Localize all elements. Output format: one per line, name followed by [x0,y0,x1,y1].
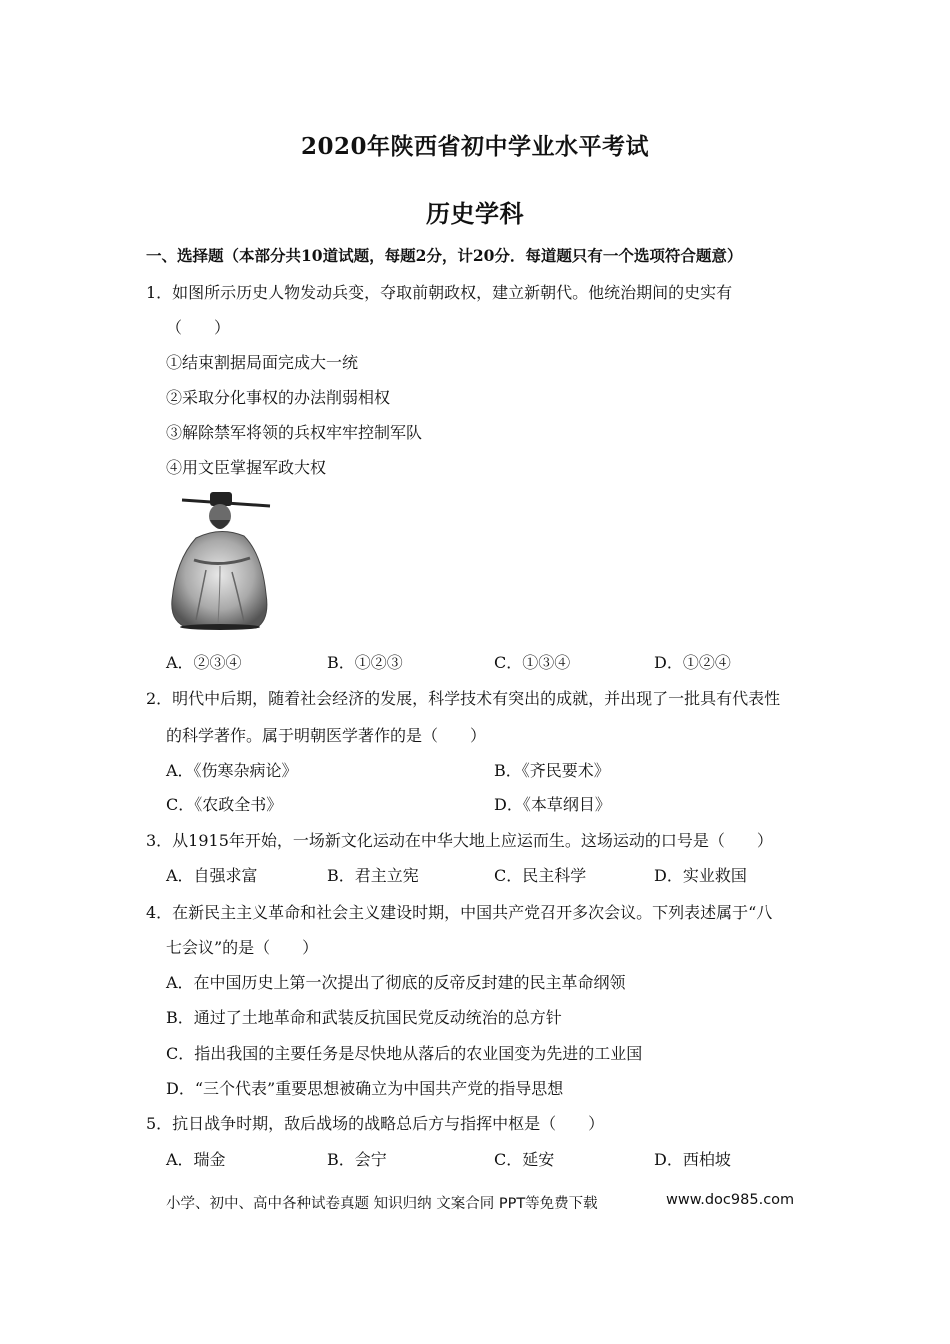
q5-option-c: C．延安 [494,1150,555,1169]
q5-option-b: B．会宁 [327,1150,387,1169]
q5-stem: 5．抗日战争时期，敌后战场的战略总后方与指挥中枢是（ ） [146,1114,605,1133]
q1-item-2: ②采取分化事权的办法削弱相权 [166,388,391,407]
q1-option-b: B．①②③ [327,653,403,672]
q1-option-d: D．①②④ [654,653,731,672]
q3-option-d: D．实业救国 [654,866,747,885]
q1-option-a: A．②③④ [166,653,242,672]
q1-item-1: ①结束割据局面完成大一统 [166,353,359,372]
q2-option-b: B．《齐民要术》 [494,761,610,780]
q5-option-a: A．瑞金 [166,1150,226,1169]
section-heading: 一、选择题（本部分共10道试题，每题2分，计20分．每道题只有一个选项符合题意） [146,246,743,265]
q3-option-b: B．君主立宪 [327,866,419,885]
footer-text: 小学、初中、高中各种试卷真题 知识归纳 文案合同 PPT等免费下载 [166,1196,598,1212]
q4-stem-line2: 七会议”的是（ ） [166,938,319,957]
q1-item-4: ④用文臣掌握军政大权 [166,458,327,477]
q5-option-d: D．西柏坡 [654,1150,731,1169]
q2-option-a: A．《伤寒杂病论》 [166,761,298,780]
exam-title: 2020年陕西省初中学业水平考试 [300,133,649,160]
q3-option-c: C．民主科学 [494,866,587,885]
q3-stem: 3．从1915年开始，一场新文化运动在中华大地上应运而生。这场运动的口号是（ ） [146,831,773,850]
q4-option-b: B．通过了土地革命和武装反抗国民党反动统治的总方针 [166,1008,562,1027]
q4-option-c: C．指出我国的主要任务是尽快地从落后的农业国变为先进的工业国 [166,1044,643,1063]
q4-option-a: A．在中国历史上第一次提出了彻底的反帝反封建的民主革命纲领 [166,973,626,992]
q4-option-d: D．“三个代表”重要思想被确立为中国共产党的指导思想 [166,1079,564,1098]
q1-option-c: C．①③④ [494,653,571,672]
q4-stem-line1: 4．在新民主主义革命和社会主义建设时期，中国共产党召开多次会议。下列表述属于“八 [146,903,773,922]
historical-figure-portrait [166,490,272,630]
q2-stem-line1: 2．明代中后期，随着社会经济的发展，科学技术有突出的成就，并出现了一批具有代表性 [146,689,781,708]
page-footer [166,1192,795,1213]
exam-subject: 历史学科 [426,199,524,228]
q1-item-3: ③解除禁军将领的兵权牢牢控制军队 [166,423,423,442]
q1-stem-line1: 1．如图所示历史人物发动兵变，夺取前朝政权，建立新朝代。他统治期间的史实有 [146,283,733,302]
q1-stem-line2: （ ） [166,318,231,337]
q2-option-d: D．《本草纲目》 [494,795,611,814]
q3-option-a: A．自强求富 [166,866,258,885]
q2-option-c: C．《农政全书》 [166,795,283,814]
footer-url-link[interactable]: www.doc985.com [666,1192,795,1208]
q2-stem-line2: 的科学著作。属于明朝医学著作的是（ ） [166,726,487,745]
